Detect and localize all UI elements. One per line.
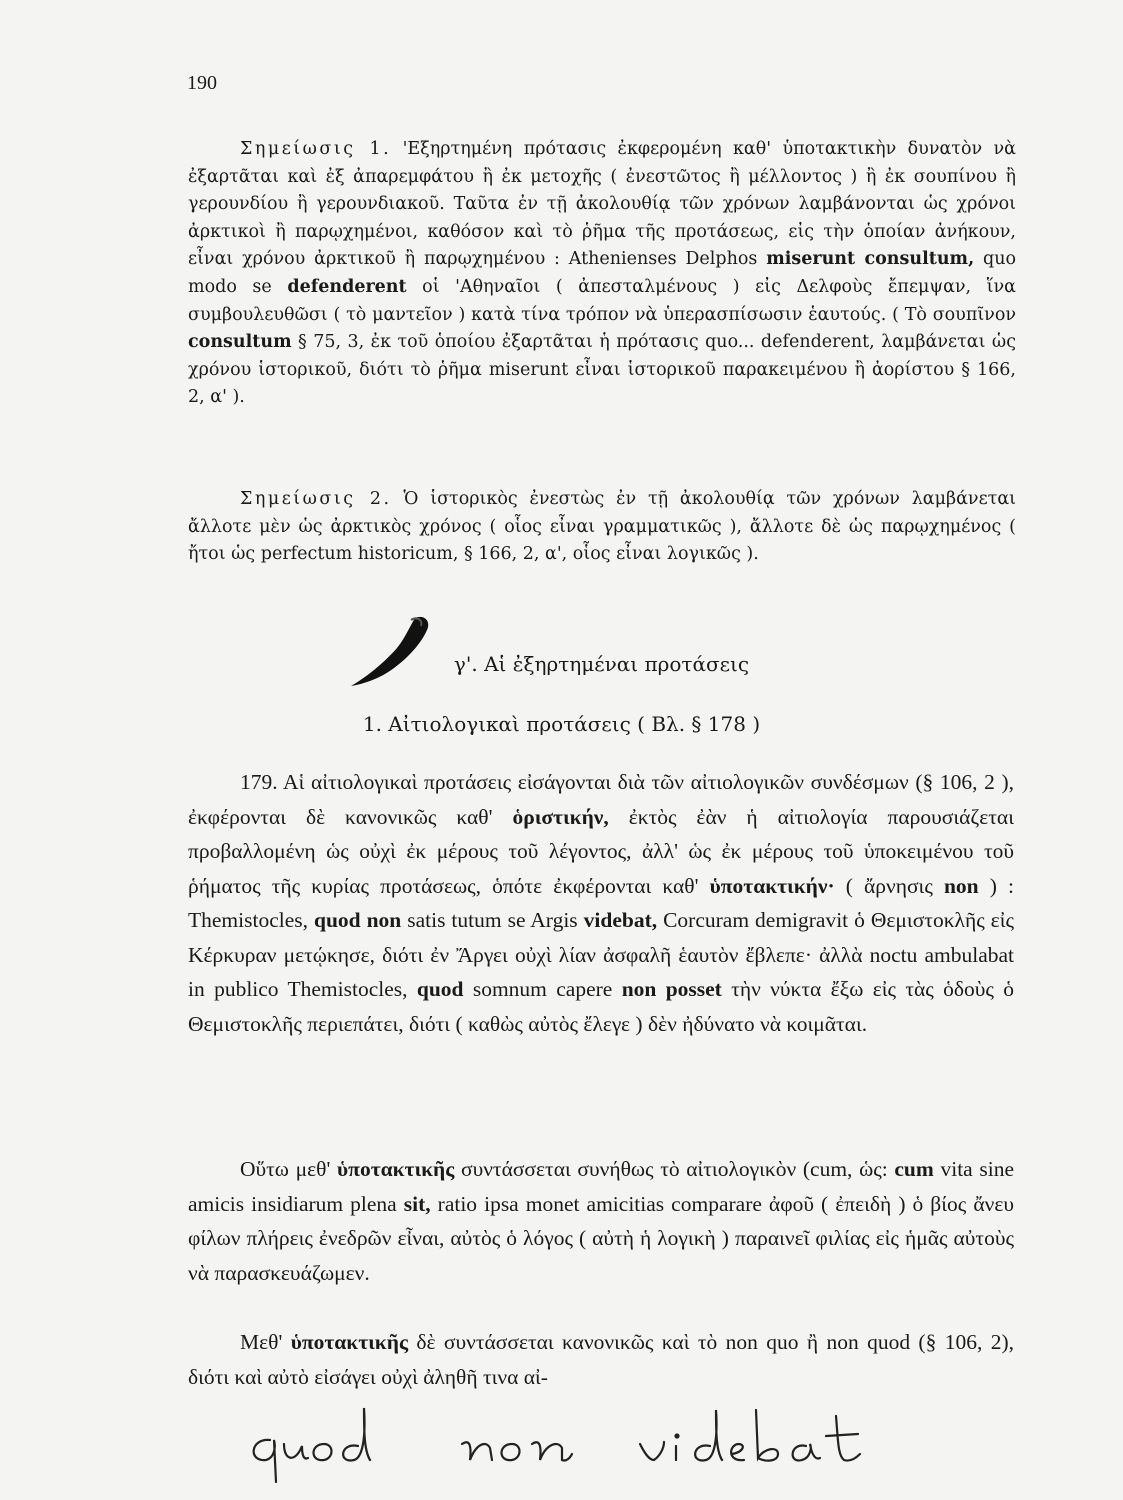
paragraph-number: 179. (240, 770, 278, 794)
paragraph-bold: ὁριστικήν, (512, 804, 609, 829)
paragraph-outo-text (188, 1152, 1014, 1290)
note-1-bold: consultum (188, 332, 292, 353)
paragraph-meth-text (188, 1325, 1014, 1394)
paragraph-bold: ὑποτακτικήν· (709, 873, 835, 898)
note-1-label: Σημείωσις 1. (240, 139, 392, 159)
paragraph-meth (188, 1325, 1014, 1394)
paragraph-part: satis tutum se Argis (401, 908, 584, 932)
paragraph-bold: non posset (621, 977, 722, 1001)
note-2-text (188, 486, 1016, 569)
paragraph-part: δὲ συντάσσεται κανονικῶς καὶ τὸ non quo ἢ non quod (§ 106, 2), διότι καὶ αὐτὸ εἰσάγει οὐχὶ ἀληθῆ τινα αἰ- (188, 1330, 1014, 1389)
paragraph-part: Αἱ αἰτιολογικαὶ προτάσεις εἰσάγονται διὰ τῶν αἰτιολογικῶν συνδέσμων (§ 106, 2 ), ἐκφέρονται δὲ κανονικῶς καθ' (188, 770, 1014, 829)
note-1-bold: miserunt consultum, (766, 249, 975, 270)
paragraph-part: Corcuram demigravit ὁ Θεμιστοκλῆς εἰς Κέρκυραν μετῴκησε, διότι ἐν Ἄργει οὐχὶ λίαν ἀσφαλῆ ἑαυτὸν ἔβλεπε· ἀλλὰ noctu ambulabat in publico Themistocles, (188, 908, 1015, 1001)
paragraph-bold: sit, (403, 1191, 431, 1216)
note-2-label: Σημείωσις 2. (240, 489, 392, 509)
paragraph-part: ) : Themistocles, (188, 873, 1014, 932)
paragraph-part: Μεθ' (240, 1330, 291, 1354)
paragraph-bold: quod (416, 977, 464, 1001)
note-1-part: § 75, 3, ἐκ τοῦ ὁποίου ἐξαρτᾶται ἡ πρότασις quo... defenderent, λαμβάνεται ὡς χρόνου ἱστορικοῦ, διότι τὸ ῥῆμα miserunt εἶναι ἱστορικοῦ παρακειμένου ἢ ἀορίστου § 166, 2, α' ). (188, 332, 1016, 408)
paragraph-bold: videbat, (583, 908, 658, 932)
note-1-part: οἱ 'Αθηναῖοι ( ἀπεσταλμένους ) εἰς Δελφοὺς ἔπεμψαν, ἵνα συμβουλευθῶσι ( τὸ μαντεῖον ) κατὰ τίνα τρόπον νὰ ὑπερασπίσωσιν ἑαυτούς. ( Τὸ σουπῖνον (188, 276, 1016, 325)
handwritten-note (240, 1400, 920, 1490)
note-1-part: quo modo se (188, 249, 1016, 297)
note-2 (188, 486, 1016, 569)
paragraph-bold: ὑποτακτικῆς (290, 1330, 409, 1354)
paragraph-part: vita sine amicis insidiarum plena (188, 1157, 1014, 1216)
paragraph-part: συντάσσεται συνήθως τὸ αἰτιολογικὸν (cum, ὡς: (454, 1157, 895, 1181)
note-1-part: 'Εξηρτημένη πρότασις ἐκφερομένη καθ' ὑποτακτικὴν δυνατὸν νὰ ἐξαρτᾶται καὶ ἐξ ἀπαρεμφάτου ἢ ἐκ μετοχῆς ( ἐνεστῶτος ἢ μέλλοντος ) ἢ ἐκ σουπίνου ἢ γερουνδίου ἢ γερουνδιακοῦ. Ταῦτα ἐν τῇ ἀκολουθίᾳ τῶν χρόνων λαμβάνονται ὡς χρόνοι ἀρκτικοὶ ἢ παρῳχημένοι, καθόσον καὶ τὸ ῥῆμα τῆς προτάσεως, εἰς τὴν ὁποίαν ἀνήκουν, εἶναι χρόνου ἀρκτικοῦ ἢ παρῳχημένου : Athenienses Delphos (188, 139, 1016, 270)
paragraph-bold: ὑποτακτικῆς (337, 1157, 455, 1181)
note-1-bold: defenderent (287, 276, 407, 297)
paragraph-bold: non (943, 873, 979, 898)
paragraph-bold: cum (894, 1157, 934, 1181)
paragraph-part: ratio ipsa monet amicitias comparare ἀφοῦ ( ἐπειδὴ ) ὁ βίος ἄνευ φίλων πλήρεις ἐνεδρῶν εἶναι, αὐτὸς ὁ λόγος ( αὐτὴ ἡ λογικὴ ) παραινεῖ φιλίας εἰς ἡμᾶς αὐτοὺς νὰ παρασκευάζωμεν. (188, 1191, 1014, 1285)
note-2-part: Ὁ ἱστορικὸς ἐνεστὼς ἐν τῇ ἀκολουθίᾳ τῶν χρόνων λαμβάνεται ἄλλοτε μὲν ὡς ἀρκτικὸς χρόνος ( οἷος εἶναι γραμματικῶς ), ἄλλοτε δὲ ὡς παρῳχημένος ( ἤτοι ὡς perfectum historicum, § 166, 2, α', οἷος εἶναι λογικῶς ). (188, 489, 1017, 565)
paragraph-bold: quod non (314, 908, 402, 932)
paragraph-179 (188, 765, 1014, 1041)
paragraph-part: ἐκτὸς ἐὰν ἡ αἰτιολογία παρουσιάζεται προβαλλομένη ὡς οὐχὶ ἐκ μέρους τοῦ λέγοντος, ἀλλ' ὡς ἐκ μέρους τοῦ ὑποκειμένου τοῦ ῥήματος τῆς κυρίας προτάσεως, ὁπότε ἐκφέρονται καθ' (188, 804, 1014, 898)
paragraph-179-text (188, 765, 1014, 1041)
section-title: γ'. Αἱ ἐξηρτημέναι προτάσεις (453, 652, 750, 676)
paragraph-part: τὴν νύκτα ἔξω εἰς τὰς ὁδοὺς ὁ Θεμιστοκλῆς περιεπάτει, διότι ( καθὼς αὐτὸς ἔλεγε ) δὲν ἠδύνατο νὰ κοιμᾶται. (188, 977, 1015, 1036)
note-1-text (188, 136, 1016, 412)
paragraph-outo (188, 1152, 1014, 1290)
paragraph-part: somnum capere (463, 977, 622, 1001)
subsection-title: 1. Αἰτιολογικαὶ προτάσεις ( Βλ. § 178 ) (362, 712, 761, 736)
note-1 (188, 136, 1016, 412)
ink-mark-icon (345, 610, 435, 690)
page-number: 190 (187, 72, 217, 94)
paragraph-part: ( ἄρνησις (834, 873, 944, 898)
paragraph-part: Οὕτω μεθ' (240, 1157, 337, 1181)
